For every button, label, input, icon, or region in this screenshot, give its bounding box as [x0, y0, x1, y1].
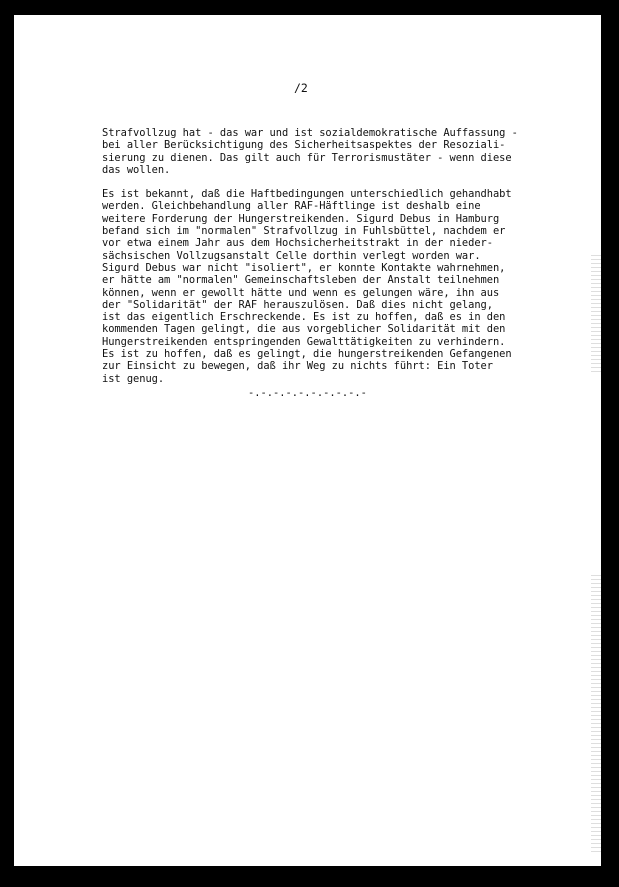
text-line: Strafvollzug hat - das war und ist sozialdemokratische Auffassung -: [102, 127, 518, 139]
paragraph-1: [102, 127, 572, 176]
text-line: das wollen.: [102, 163, 171, 176]
document-page: [14, 15, 601, 866]
text-line: Es ist zu hoffen, daß es gelingt, die hungerstreikenden Gefangenen: [102, 348, 512, 361]
text-line: kommenden Tagen gelingt, die aus vorgeblicher Solidarität mit den: [102, 323, 506, 336]
text-line: werden. Gleichbehandlung aller RAF-Häftlinge ist deshalb eine: [102, 200, 481, 213]
text-line: Es ist bekannt, daß die Haftbedingungen unterschiedlich gehandhabt: [102, 188, 512, 201]
page-number: /2: [294, 81, 308, 95]
text-line: weitere Forderung der Hungerstreikenden. Sigurd Debus in Hamburg: [102, 212, 500, 225]
text-line: können, wenn er gewollt hätte und wenn es gelungen wäre, ihn aus: [102, 286, 500, 299]
scan-noise-right: [591, 255, 601, 375]
scan-noise-right-lower: [591, 575, 601, 855]
section-separator: -.-.-.-.-.-.-.-.-.-: [248, 387, 367, 399]
text-line: bei aller Berücksichtigung des Sicherheitsaspektes der Resoziali-: [102, 139, 506, 152]
text-line: er hätte am "normalen" Gemeinschaftsleben der Anstalt teilnehmen: [102, 274, 500, 287]
body-text: [102, 127, 572, 397]
text-line: Hungerstreikenden entspringenden Gewalttätigkeiten zu verhindern.: [102, 335, 506, 348]
text-line: befand sich im "normalen" Strafvollzug in Fuhlsbüttel, nachdem er: [102, 225, 506, 238]
text-line: ist genug.: [102, 372, 165, 385]
text-line: ist das eigentlich Erschreckende. Es ist zu hoffen, daß es in den: [102, 311, 506, 324]
text-line: vor etwa einem Jahr aus dem Hochsicherheitstrakt in der nieder-: [102, 237, 493, 250]
text-line: sächsischen Vollzugsanstalt Celle dorthin verlegt worden war.: [102, 249, 481, 262]
text-line: der "Solidarität" der RAF herauszulösen. Daß dies nicht gelang,: [102, 298, 493, 311]
text-line: zur Einsicht zu bewegen, daß ihr Weg zu nichts führt: Ein Toter: [102, 360, 493, 373]
text-line: sierung zu dienen. Das gilt auch für Terrorismustäter - wenn diese: [102, 151, 512, 164]
text-line: Sigurd Debus war nicht "isoliert", er konnte Kontakte wahrnehmen,: [102, 261, 506, 274]
paragraph-2: [102, 188, 572, 385]
